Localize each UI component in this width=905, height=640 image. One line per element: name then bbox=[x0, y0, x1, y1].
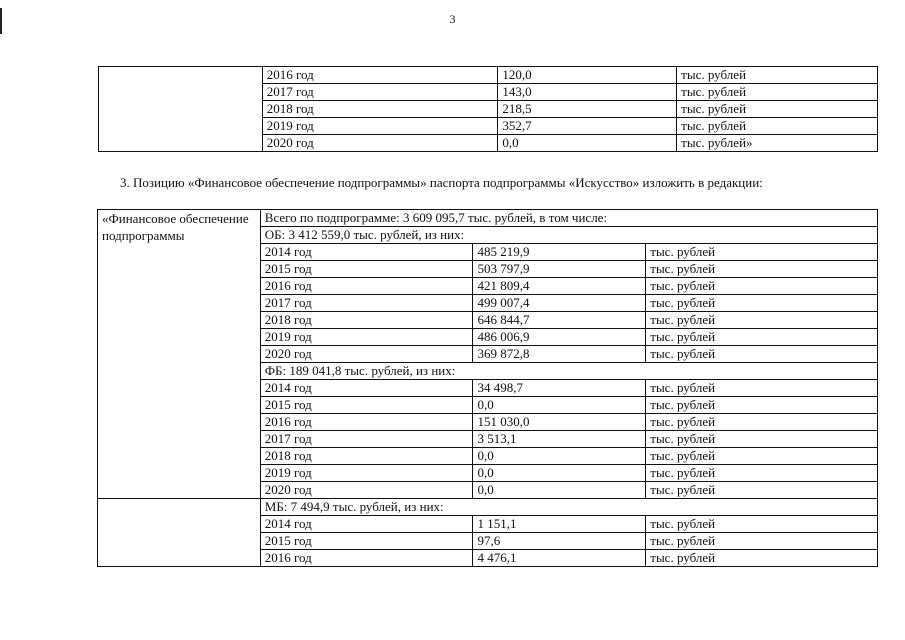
ob-header: ОБ: 3 412 559,0 тыс. рублей, из них: bbox=[260, 227, 877, 244]
year-cell: 2019 год bbox=[262, 118, 498, 135]
funding-table-continued bbox=[98, 66, 878, 152]
year-cell: 2018 год bbox=[262, 101, 498, 118]
amount-cell: 0,0 bbox=[473, 397, 646, 414]
unit-cell: тыс. рублей bbox=[646, 380, 878, 397]
year-cell: 2020 год bbox=[260, 482, 473, 499]
total-row: Всего по подпрограмме: 3 609 095,7 тыс. рублей, в том числе: bbox=[260, 210, 877, 227]
year-cell: 2016 год bbox=[260, 550, 473, 567]
year-cell: 2017 год bbox=[260, 295, 473, 312]
year-cell: 2016 год bbox=[262, 67, 498, 84]
year-cell: 2018 год bbox=[260, 448, 473, 465]
amount-cell: 0,0 bbox=[473, 448, 646, 465]
amount-cell: 3 513,1 bbox=[473, 431, 646, 448]
year-cell: 2017 год bbox=[262, 84, 498, 101]
unit-cell: тыс. рублей bbox=[646, 346, 878, 363]
unit-cell: тыс. рублей bbox=[646, 261, 878, 278]
unit-cell: тыс. рублей bbox=[646, 550, 878, 567]
position-label: «Финансовое обеспечение подпрограммы bbox=[98, 210, 261, 499]
year-cell: 2014 год bbox=[260, 244, 473, 261]
unit-cell: тыс. рублей bbox=[646, 329, 878, 346]
amount-cell: 646 844,7 bbox=[473, 312, 646, 329]
amount-cell: 503 797,9 bbox=[473, 261, 646, 278]
amount-cell: 369 872,8 bbox=[473, 346, 646, 363]
year-cell: 2020 год bbox=[260, 346, 473, 363]
unit-cell: тыс. рублей bbox=[646, 431, 878, 448]
unit-cell: тыс. рублей bbox=[646, 414, 878, 431]
label-cell-empty bbox=[99, 67, 263, 152]
amount-cell: 151 030,0 bbox=[473, 414, 646, 431]
amount-cell: 486 006,9 bbox=[473, 329, 646, 346]
unit-cell: тыс. рублей bbox=[646, 516, 878, 533]
amount-cell: 421 809,4 bbox=[473, 278, 646, 295]
unit-cell: тыс. рублей bbox=[646, 244, 878, 261]
unit-cell: тыс. рублей bbox=[677, 101, 878, 118]
year-cell: 2020 год bbox=[262, 135, 498, 152]
amount-cell: 218,5 bbox=[498, 101, 677, 118]
amount-cell: 34 498,7 bbox=[473, 380, 646, 397]
unit-cell: тыс. рублей bbox=[646, 448, 878, 465]
year-cell: 2014 год bbox=[260, 380, 473, 397]
amount-cell: 485 219,9 bbox=[473, 244, 646, 261]
unit-cell: тыс. рублей bbox=[677, 84, 878, 101]
year-cell: 2015 год bbox=[260, 261, 473, 278]
unit-cell: тыс. рублей bbox=[646, 465, 878, 482]
year-cell: 2018 год bbox=[260, 312, 473, 329]
unit-cell: тыс. рублей bbox=[646, 533, 878, 550]
unit-cell: тыс. рублей bbox=[646, 295, 878, 312]
year-cell: 2016 год bbox=[260, 414, 473, 431]
amount-cell: 97,6 bbox=[473, 533, 646, 550]
unit-cell: тыс. рублей» bbox=[677, 135, 878, 152]
year-cell: 2017 год bbox=[260, 431, 473, 448]
amount-cell: 499 007,4 bbox=[473, 295, 646, 312]
amount-cell: 0,0 bbox=[473, 482, 646, 499]
unit-cell: тыс. рублей bbox=[646, 397, 878, 414]
fb-header: ФБ: 189 041,8 тыс. рублей, из них: bbox=[260, 363, 877, 380]
amount-cell: 352,7 bbox=[498, 118, 677, 135]
amendment-paragraph: 3. Позицию «Финансовое обеспечение подпрограммы» паспорта подпрограммы «Искусство» изложить в редакции: bbox=[120, 175, 763, 190]
unit-cell: тыс. рублей bbox=[646, 278, 878, 295]
unit-cell: тыс. рублей bbox=[646, 312, 878, 329]
year-cell: 2019 год bbox=[260, 465, 473, 482]
year-cell: 2019 год bbox=[260, 329, 473, 346]
label-cell-empty bbox=[98, 499, 261, 567]
unit-cell: тыс. рублей bbox=[677, 118, 878, 135]
table-row bbox=[98, 210, 878, 227]
amount-cell: 0,0 bbox=[498, 135, 677, 152]
funding-table-iskusstvo bbox=[97, 209, 878, 567]
amount-cell: 4 476,1 bbox=[473, 550, 646, 567]
year-cell: 2015 год bbox=[260, 533, 473, 550]
amount-cell: 0,0 bbox=[473, 465, 646, 482]
year-cell: 2016 год bbox=[260, 278, 473, 295]
amount-cell: 1 151,1 bbox=[473, 516, 646, 533]
mb-header: МБ: 7 494,9 тыс. рублей, из них: bbox=[260, 499, 877, 516]
table-row bbox=[98, 499, 878, 516]
amount-cell: 120,0 bbox=[498, 67, 677, 84]
unit-cell: тыс. рублей bbox=[677, 67, 878, 84]
year-cell: 2015 год bbox=[260, 397, 473, 414]
unit-cell: тыс. рублей bbox=[646, 482, 878, 499]
amount-cell: 143,0 bbox=[498, 84, 677, 101]
year-cell: 2014 год bbox=[260, 516, 473, 533]
table-row bbox=[99, 67, 878, 84]
page-number: 3 bbox=[449, 12, 456, 26]
